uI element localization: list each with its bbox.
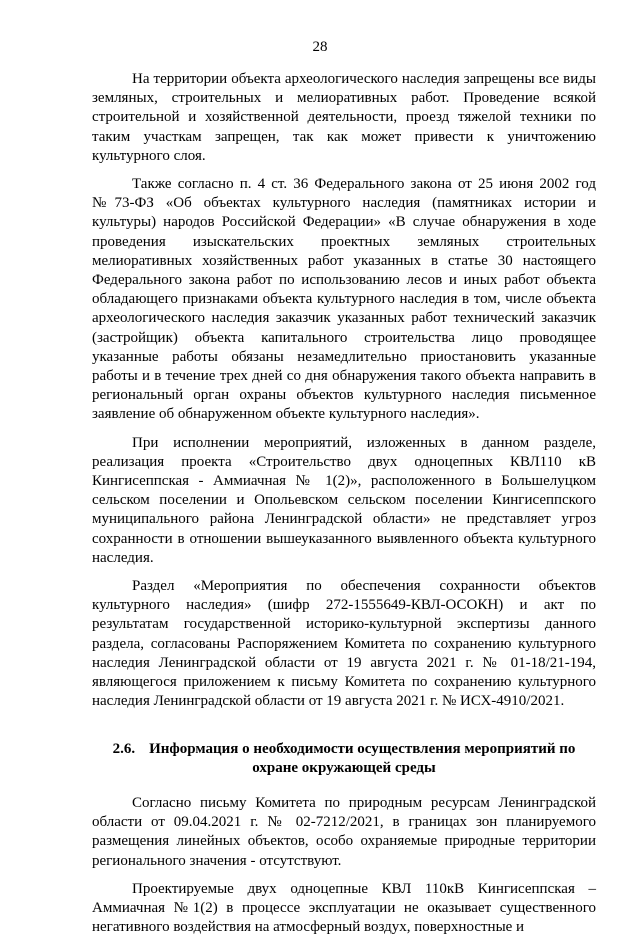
paragraph-project-implementation: При исполнении мероприятий, изложенных в данном разделе, реализация проекта «Строительство двух одноцепных КВЛ110 кВ Кингисеппская - Аммиачная № 1(2)», расположенного в Большелуцком сельском поселении и Опольевском сельском поселении Кингисеппского муниципального района Ленинградской области» не представляет угроз сохранности в отношении вышеуказанного выявленного объекта культурного наследия.: [92, 434, 596, 566]
page-number: 28: [312, 39, 328, 55]
paragraph-federal-law-quote: Также согласно п. 4 ст. 36 Федерального закона от 25 июня 2002 год №73-ФЗ «Об объектах культурного наследия (памятниках истории и культуры) народов Российской Федерации» «В случае обнаружения в ходе проведения изыскательских проектных земляных строительных мелиоративных хозяйственных работ указанных в статье 30 настоящего Федерального закона работ по использованию лесов и иных работ объекта обладающего признаками объекта культурного наследия в том, числе объекта археологического наследия заказчик указанных работ технический заказчик (застройщик) объекта капитального строительства лицо проводящее указанные работы обязаны незамедлительно приостановить указанные работы и в течение трех дней со дня обнаружения такого объекта направить в региональный орган охраны объектов культурного наследия письменное заявление об обнаруженном объекте культурного наследия».: [92, 176, 596, 423]
page-content: [92, 70, 596, 946]
section-number: 2.6.: [112, 740, 136, 757]
paragraph-section-approval: Раздел «Мероприятия по обеспечения сохранности объектов культурного наследия» (шифр 272-1555649-КВЛ-ОСОКН) и акт по результатам государственной историко-культурной экспертизы данного раздела, согласованы Распоряжением Комитета по сохранению культурного наследия Ленинградской области от 19 августа 2021 г. № 01-18/21-194, являющегося приложением к письму Комитета по сохранению культурного наследия Ленинградской области от 19 августа 2021 г. № ИСХ-4910/2021.: [92, 578, 596, 710]
section-heading: [92, 740, 596, 778]
paragraph-archaeology-restrictions: На территории объекта археологического наследия запрещены все виды земляных, строительных и мелиоративных работ. Проведение всякой строительной и хозяйственной деятельности, проезд тяжелой техники по таким участкам запрещен, так как может привести к уничтожению культурного слоя.: [92, 71, 596, 164]
paragraph-environmental-impact: Проектируемые двух одноцепные КВЛ 110кВ Кингисеппская – Аммиачная №1(2) в процессе эксплуатации не оказывает существенного негативного воздействия на атмосферный воздух, поверхностные и: [92, 880, 596, 936]
section-title: Информация о необходимости осуществления мероприятий по охране окружающей среды: [149, 740, 576, 776]
paragraph-protected-areas: Согласно письму Комитета по природным ресурсам Ленинградской области от 09.04.2021 г. № 02-7212/2021, в границах зон планируемого размещения линейных объектов, особо охраняемые природные территории регионального значения - отсутствуют.: [92, 794, 596, 869]
